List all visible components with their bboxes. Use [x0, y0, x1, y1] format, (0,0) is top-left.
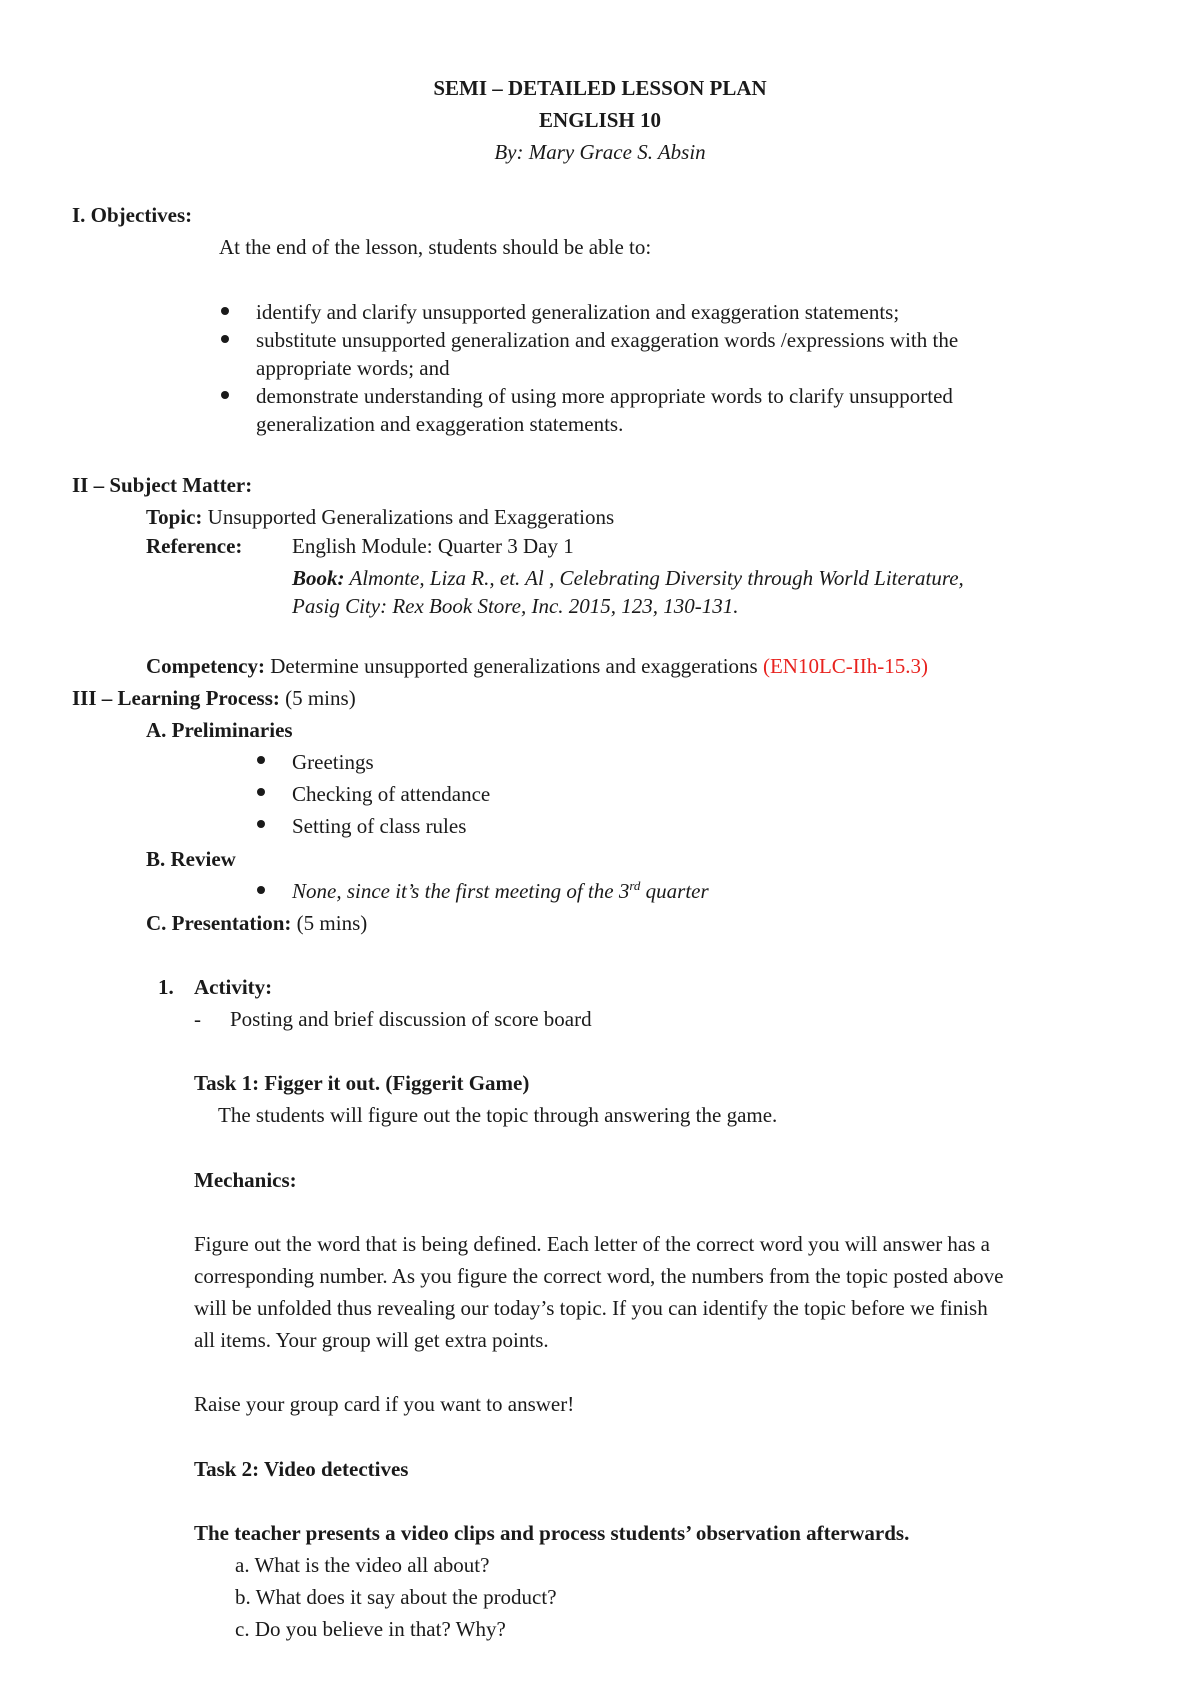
reference-label: Reference: [146, 534, 243, 558]
review-item-superscript: rd [629, 878, 641, 893]
book-value: Almonte, Liza R., et. Al , Celebrating Diversity through World Literature, [349, 566, 964, 590]
bullet-icon [257, 788, 265, 796]
activity-dash: - [194, 1007, 201, 1031]
mechanics-line: corresponding number. As you figure the correct word, the numbers from the topic posted above [194, 1264, 1004, 1288]
presentation-row [146, 909, 367, 937]
document-title: SEMI – DETAILED LESSON PLAN [433, 76, 767, 100]
review-heading: B. Review [146, 847, 236, 871]
raise-card-note: Raise your group card if you want to answer! [194, 1392, 575, 1416]
book-row [292, 564, 964, 592]
learning-process-row [72, 684, 356, 712]
competency-value: Determine unsupported generalizations and exaggerations [270, 654, 758, 678]
bullet-icon [257, 756, 265, 764]
bullet-icon [221, 391, 229, 399]
preliminaries-item: Setting of class rules [292, 814, 467, 838]
mechanics-line: all items. Your group will get extra points. [194, 1328, 549, 1352]
objective-item-2-cont: appropriate words; and [256, 356, 450, 380]
book-value-cont: Pasig City: Rex Book Store, Inc. 2015, 123, 130-131. [292, 594, 739, 618]
objective-item-2: substitute unsupported generalization and exaggeration words /expressions with the [256, 328, 959, 352]
preliminaries-item: Greetings [292, 750, 374, 774]
mechanics-line: Figure out the word that is being defined. Each letter of the correct word you will answer has a [194, 1232, 991, 1256]
task2-question: b. What does it say about the product? [235, 1585, 557, 1609]
review-item [292, 877, 709, 905]
bullet-icon [221, 335, 229, 343]
competency-code: (EN10LC-IIh-15.3) [762, 654, 929, 678]
topic-row [146, 503, 614, 531]
bullet-icon [257, 886, 265, 894]
author-line: By: Mary Grace S. Absin [494, 140, 706, 164]
objective-item-3: demonstrate understanding of using more appropriate words to clarify unsupported [256, 384, 953, 408]
task2-question: a. What is the video all about? [235, 1553, 490, 1577]
objectives-intro: At the end of the lesson, students should be able to: [219, 235, 652, 259]
objective-item-1: identify and clarify unsupported generalization and exaggeration statements; [256, 300, 900, 324]
reference-value: English Module: Quarter 3 Day 1 [292, 534, 574, 558]
activity-heading: Activity: [194, 975, 273, 999]
objectives-heading: I. Objectives: [72, 203, 193, 227]
topic-label: Topic: [146, 505, 203, 529]
topic-value: Unsupported Generalizations and Exaggerations [207, 505, 615, 529]
presentation-heading: C. Presentation: [146, 911, 292, 935]
learning-process-heading: III – Learning Process: [72, 686, 280, 710]
subject-title: ENGLISH 10 [539, 108, 661, 132]
objective-item-3-cont: generalization and exaggeration statements. [256, 412, 624, 436]
mechanics-heading: Mechanics: [194, 1168, 297, 1192]
preliminaries-item: Checking of attendance [292, 782, 491, 806]
task1-description: The students will figure out the topic through answering the game. [218, 1103, 778, 1127]
task1-heading: Task 1: Figger it out. (Figgerit Game) [194, 1071, 530, 1095]
mechanics-line: will be unfolded thus revealing our today’s topic. If you can identify the topic before we finish [194, 1296, 988, 1320]
book-label: Book: [292, 566, 345, 590]
learning-process-time: (5 mins) [285, 686, 356, 710]
task2-instruction: The teacher presents a video clips and process students’ observation afterwards. [194, 1521, 910, 1545]
review-item-text: None, since it’s the first meeting of the 3 [292, 879, 630, 903]
bullet-icon [221, 307, 229, 315]
task2-heading: Task 2: Video detectives [194, 1457, 409, 1481]
activity-item: Posting and brief discussion of score board [230, 1007, 592, 1031]
competency-row [146, 652, 928, 680]
bullet-icon [257, 820, 265, 828]
activity-number: 1. [158, 975, 174, 999]
subject-matter-heading: II – Subject Matter: [72, 473, 253, 497]
presentation-time: (5 mins) [296, 911, 368, 935]
preliminaries-heading: A. Preliminaries [146, 718, 293, 742]
review-item-suffix: quarter [640, 879, 709, 903]
task2-question: c. Do you believe in that? Why? [235, 1617, 506, 1641]
competency-label: Competency: [146, 654, 265, 678]
